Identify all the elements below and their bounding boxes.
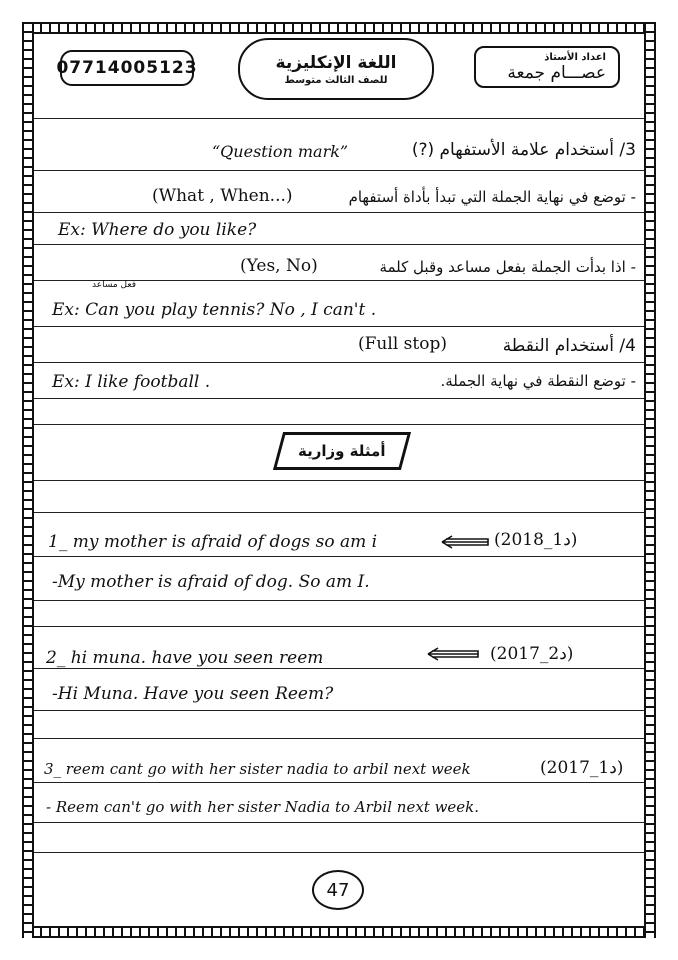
rule-line <box>34 244 644 245</box>
phone-number: 07714005123 <box>56 58 198 78</box>
subject-title: اللغة الإنكليزية <box>275 52 397 73</box>
rule-line <box>34 362 644 363</box>
grade-label: للصف الثالث متوسط <box>284 74 388 86</box>
section3-rule2-ar: - اذا بدأت الجملة بفعل مساعد وقبل كلمة <box>379 258 636 276</box>
right-border <box>644 22 656 938</box>
example1-question: 1_ my mother is afraid of dogs so am i <box>48 532 378 552</box>
subject-box <box>238 38 434 100</box>
rule-line <box>34 512 644 513</box>
banner-label: أمثلة وزارية <box>298 442 386 460</box>
example3-question: 3_ reem cant go with her sister nadia to arbil next week <box>44 760 471 778</box>
section3-title-en: “Question mark” <box>212 142 349 161</box>
rule-line <box>34 212 644 213</box>
arrow-left-icon <box>426 646 480 662</box>
example3-answer: - Reem can't go with her sister Nadia to Arbil next week. <box>46 798 480 816</box>
rule-line <box>34 398 644 399</box>
left-border <box>22 22 34 938</box>
bottom-border <box>22 926 656 938</box>
rule-line <box>34 480 644 481</box>
prepared-by-label: اعداد الأستاذ <box>544 51 606 63</box>
section3-example1: Ex: Where do you like? <box>58 220 257 240</box>
example3-ref: (2017_1د) <box>540 758 624 778</box>
rule-line <box>34 424 644 425</box>
example1-answer: -My mother is afraid of dog. So am I. <box>52 572 370 592</box>
top-border <box>22 22 656 34</box>
rule-line <box>34 326 644 327</box>
rule-line <box>34 118 644 119</box>
rule-line <box>34 600 644 601</box>
section3-rule1-ar: - توضع في نهاية الجملة التي تبدأ بأداة أستفهام <box>348 188 636 206</box>
example2-answer: -Hi Muna. Have you seen Reem? <box>52 684 334 704</box>
rule-line <box>34 556 644 557</box>
section3-rule1-en: (What , When...) <box>152 186 293 206</box>
teacher-name: عصـــام جمعة <box>507 62 606 83</box>
example2-question: 2_ hi muna. have you seen reem <box>46 648 324 668</box>
section3-rule2-en: (Yes, No) <box>240 256 318 276</box>
rule-line <box>34 710 644 711</box>
example1-ref: (2018_1د) <box>494 530 578 550</box>
phone-box <box>56 50 198 86</box>
ministry-examples-banner <box>273 432 411 470</box>
section4-title-en: (Full stop) <box>358 334 447 354</box>
rule-line <box>34 782 644 783</box>
rule-line <box>34 822 644 823</box>
rule-line <box>34 668 644 669</box>
rule-line <box>34 852 644 853</box>
section4-example: Ex: I like football . <box>52 372 211 392</box>
section3-title-ar: 3/ أستخدام علامة الأستفهام (?) <box>411 140 636 160</box>
page-number: 47 <box>326 879 350 901</box>
rule-line <box>34 170 644 171</box>
page-number-badge <box>312 870 364 910</box>
rule-line <box>34 626 644 627</box>
section3-example2: Ex: Can you play tennis? No , I can't . <box>52 300 377 320</box>
section4-rule-ar: - توضع النقطة في نهاية الجملة. <box>440 372 636 390</box>
arrow-left-icon <box>440 534 490 550</box>
aux-verb-note: فعل مساعد <box>92 280 137 290</box>
example2-ref: (2017_2د) <box>490 644 574 664</box>
rule-line <box>34 738 644 739</box>
section4-title-ar: 4/ أستخدام النقطة <box>502 336 636 356</box>
teacher-box <box>474 46 620 88</box>
